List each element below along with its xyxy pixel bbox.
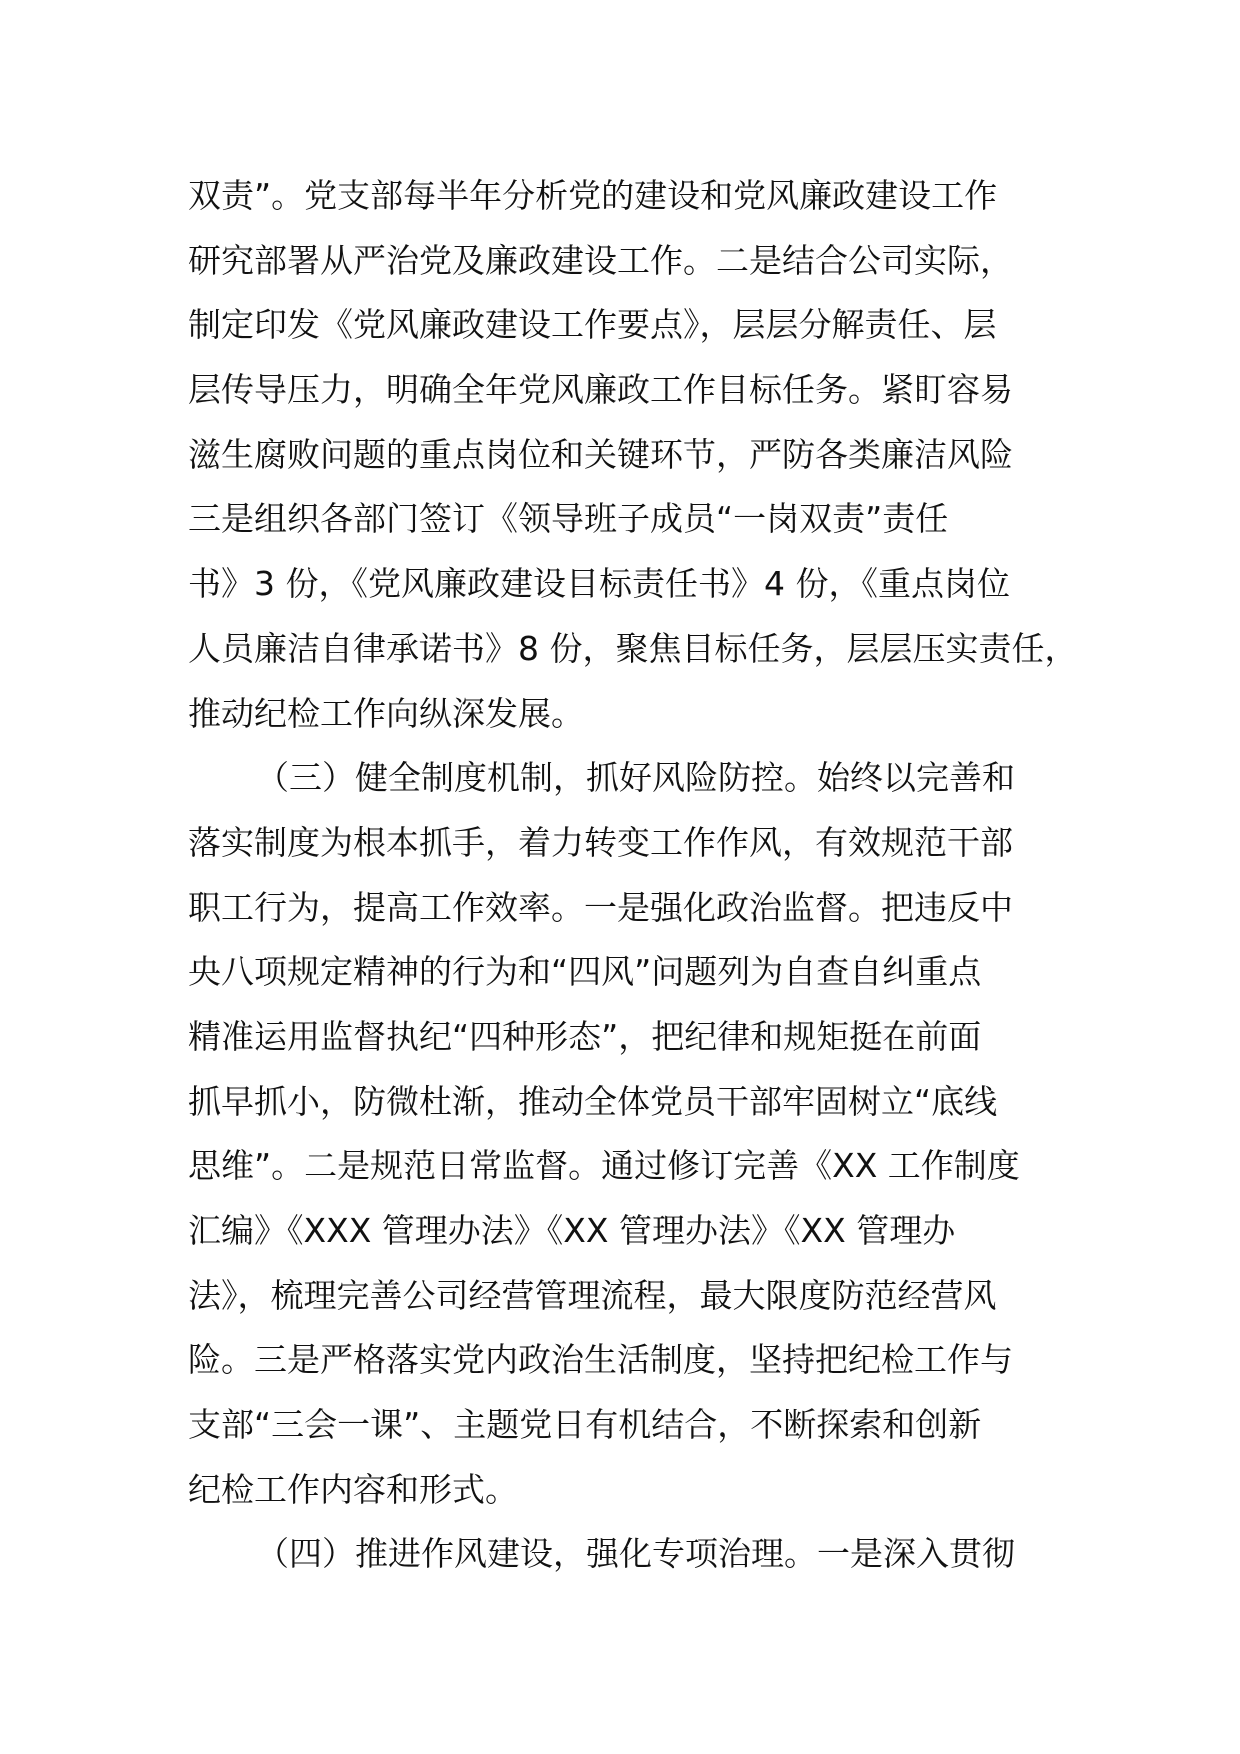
- text-line-6: 三是组织各部门签订《领导班子成员“一岗双责”责任: [188, 499, 949, 539]
- text-line-13: 央八项规定精神的行为和“四风”问题列为自查自纠重点: [188, 952, 982, 992]
- text-line-20: 支部“三会一课”、主题党日有机结合，不断探索和创新: [188, 1405, 982, 1445]
- text-line-5: 滋生腐败问题的重点岗位和关键环节，严防各类廉洁风险: [188, 434, 1013, 474]
- text-line-4: 层传导压力，明确全年党风廉政工作目标任务。紧盯容易: [188, 370, 1013, 410]
- text-line-15: 抓早抓小，防微杜渐，推动全体党员干部牢固树立“底线: [188, 1081, 998, 1121]
- text-line-21: 纪检工作内容和形式。: [188, 1469, 518, 1509]
- text-line-11: 落实制度为根本抓手，着力转变工作作风，有效规范干部: [188, 822, 1013, 862]
- body-text: [188, 164, 1088, 1587]
- text-line-18: 法》，梳理完善公司经营管理流程，最大限度防范经营风: [188, 1275, 997, 1315]
- text-line-7: 书》3 份，《党风廉政建设目标责任书》4 份，《重点岗位: [188, 564, 1010, 604]
- text-line-9: 推动纪检工作向纵深发展。: [188, 693, 584, 733]
- text-line-8: 人员廉洁自律承诺书》8 份，聚焦目标任务，层层压实责任，: [188, 628, 1078, 668]
- section-heading-3: （三）健全制度机制，抓好风险防控。始终以完善和: [256, 758, 1015, 798]
- text-line-1: 双责”。党支部每半年分析党的建设和党风廉政建设工作: [188, 176, 998, 215]
- text-line-3: 制定印发《党风廉政建设工作要点》，层层分解责任、层: [188, 305, 997, 345]
- text-line-14: 精准运用监督执纪“四种形态”，把纪律和规矩挺在前面: [188, 1016, 982, 1056]
- section-heading-4: （四）推进作风建设，强化专项治理。一是深入贯彻: [256, 1534, 1015, 1574]
- text-line-16: 思维”。二是规范日常监督。通过修订完善《XX 工作制度: [188, 1146, 1020, 1186]
- text-line-19: 险。三是严格落实党内政治生活制度，坚持把纪检工作与: [188, 1340, 1013, 1380]
- text-line-17: 汇编》《XXX 管理办法》《XX 管理办法》《XX 管理办: [188, 1211, 956, 1250]
- text-line-2: 研究部署从严治党及廉政建设工作。二是结合公司实际，: [188, 240, 1013, 280]
- text-line-12: 职工行为，提高工作效率。一是强化政治监督。把违反中: [188, 887, 1013, 927]
